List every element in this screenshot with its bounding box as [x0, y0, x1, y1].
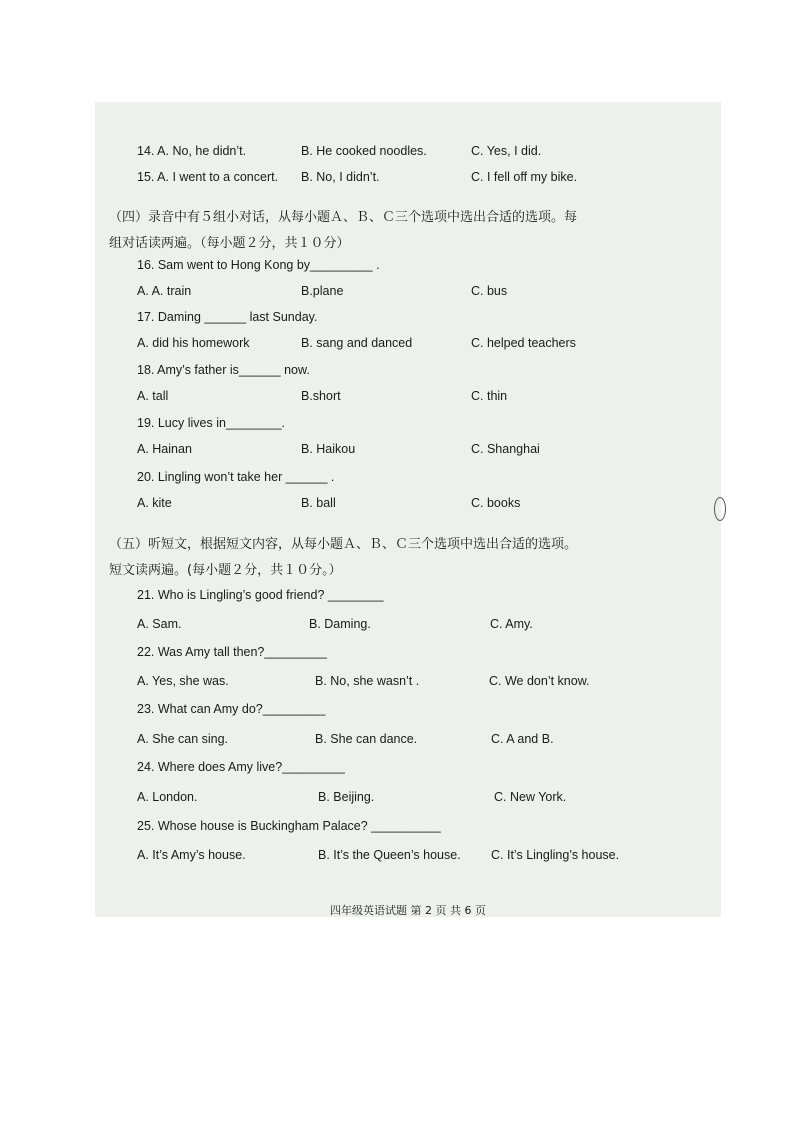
question-19-stem: 19. Lucy lives in________. [137, 416, 286, 430]
option-a: A. London. [137, 790, 198, 804]
option-b: B. It’s the Queen’s house. [318, 848, 461, 862]
option-c: C. Shanghai [471, 442, 540, 456]
option-a: A. kite [137, 496, 172, 510]
option-a: A. Sam. [137, 617, 182, 631]
option-b: B. No, she wasn’t . [315, 674, 420, 688]
option-c: C. We don’t know. [489, 674, 590, 688]
option-b: B. Haikou [301, 442, 356, 456]
question-23-options [95, 732, 721, 752]
binding-hole-mark [714, 497, 726, 521]
option-a: A. tall [137, 389, 169, 403]
option-b: B.plane [301, 284, 344, 298]
option-a: A. Hainan [137, 442, 192, 456]
option-b: B. Beijing. [318, 790, 375, 804]
option-b: B.short [301, 389, 341, 403]
option-c: C. It’s Lingling’s house. [491, 848, 620, 862]
option-c: C. bus [471, 284, 508, 298]
option-c: C. New York. [494, 790, 567, 804]
option-a: A. A. train [137, 284, 192, 298]
option-a: 15. A. I went to a concert. [137, 170, 279, 184]
section4-instruction-line1: （四）录音中有５组小对话，从每小题Ａ、Ｂ、Ｃ三个选项中选出合适的选项。每 [109, 210, 578, 225]
option-c: C. helped teachers [471, 336, 576, 350]
section5-instruction-line2: 短文读两遍。(每小题２分，共１０分。） [109, 563, 342, 578]
option-a: A. She can sing. [137, 732, 229, 746]
option-b: B. sang and danced [301, 336, 413, 350]
question-20-stem: 20. Lingling won’t take her ______ . [137, 470, 335, 484]
question-14 [95, 144, 721, 164]
option-a: A. did his homework [137, 336, 250, 350]
section5-instruction-line1: （五）听短文，根据短文内容，从每小题Ａ、Ｂ、Ｃ三个选项中选出合适的选项。 [109, 537, 578, 552]
option-a: A. It’s Amy’s house. [137, 848, 246, 862]
question-16-options [95, 284, 721, 304]
option-b: B. ball [301, 496, 336, 510]
option-c: C. I fell off my bike. [471, 170, 578, 184]
option-a: A. Yes, she was. [137, 674, 229, 688]
option-c: C. Amy. [490, 617, 533, 631]
question-18-stem: 18. Amy’s father is______ now. [137, 363, 310, 377]
option-c: C. books [471, 496, 521, 510]
question-20-options [95, 496, 721, 516]
option-a: 14. A. No, he didn’t. [137, 144, 247, 158]
section4-instruction-line2: 组对话读两遍。（每小题２分，共１０分） [109, 236, 350, 251]
question-21-options [95, 617, 721, 637]
question-15 [95, 170, 721, 190]
option-b: B. No, I didn’t. [301, 170, 380, 184]
question-17-options [95, 336, 721, 356]
question-23-stem: 23. What can Amy do?_________ [137, 702, 326, 716]
page-footer: 四年级英语试题 第 2 页 共 6 页 [330, 904, 486, 917]
option-c: C. thin [471, 389, 508, 403]
question-25-options [95, 848, 721, 868]
option-b: B. She can dance. [315, 732, 418, 746]
question-22-stem: 22. Was Amy tall then?_________ [137, 645, 327, 659]
question-16-stem: 16. Sam went to Hong Kong by_________ . [137, 258, 380, 272]
option-b: B. He cooked noodles. [301, 144, 427, 158]
option-c: C. A and B. [491, 732, 554, 746]
question-22-options [95, 674, 721, 694]
question-17-stem: 17. Daming ______ last Sunday. [137, 310, 318, 324]
question-24-stem: 24. Where does Amy live?_________ [137, 760, 345, 774]
option-c: C. Yes, I did. [471, 144, 542, 158]
option-b: B. Daming. [309, 617, 371, 631]
question-25-stem: 25. Whose house is Buckingham Palace? __________ [137, 819, 441, 833]
exam-page-photo [95, 102, 721, 917]
question-24-options [95, 790, 721, 810]
question-18-options [95, 389, 721, 409]
question-21-stem: 21. Who is Lingling’s good friend? ________ [137, 588, 384, 602]
question-19-options [95, 442, 721, 462]
